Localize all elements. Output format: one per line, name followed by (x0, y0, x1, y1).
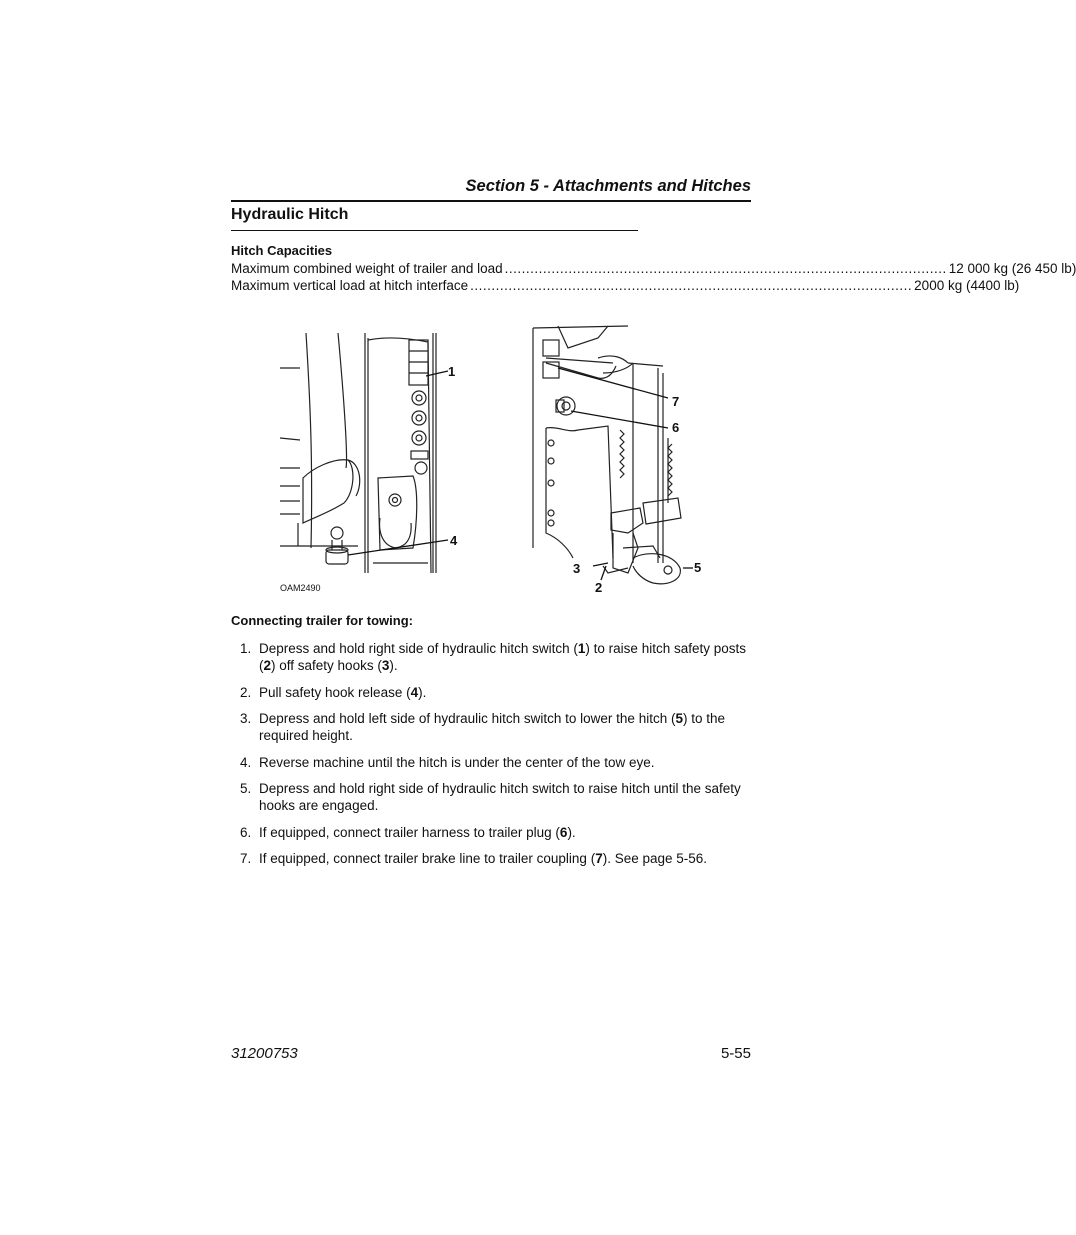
step-text: Depress and hold right side of hydraulic hitch switch to raise hitch until the safety hooks are engaged. (259, 781, 741, 813)
step-text: Reverse machine until the hitch is under the center of the tow eye. (259, 754, 655, 770)
callout-reference: 5 (675, 711, 683, 726)
step-item (231, 710, 751, 744)
figure-id: OAM2490 (280, 583, 321, 593)
step-text: ). (418, 684, 427, 700)
title-rule (231, 230, 638, 231)
capacity-label: Maximum combined weight of trailer and load (231, 261, 503, 276)
step-text: If equipped, connect trailer harness to trailer plug ( (259, 824, 560, 840)
step-number: 4. (240, 754, 252, 770)
step-text: ). (389, 658, 398, 673)
step-text: If equipped, connect trailer brake line to trailer coupling ( (259, 851, 596, 866)
callout-reference: 3 (381, 658, 390, 673)
section-header: Section 5 - Attachments and Hitches (465, 177, 751, 195)
step-text: ). (567, 824, 576, 840)
step-text: ). See page 5-56. (602, 851, 708, 866)
step-item (231, 754, 751, 771)
connecting-heading: Connecting trailer for towing: (231, 613, 413, 628)
capacity-label: Maximum vertical load at hitch interface (231, 278, 469, 293)
step-number: 2. (240, 684, 252, 700)
steps-list (231, 640, 751, 877)
step-item (231, 684, 751, 701)
step-text: Depress and hold right side of hydraulic hitch switch ( (259, 641, 578, 656)
step-text: Depress and hold left side of hydraulic hitch switch to lower the hitch ( (259, 711, 676, 726)
step-item (231, 850, 751, 867)
page-title: Hydraulic Hitch (231, 206, 349, 223)
callout-reference: 4 (410, 684, 419, 700)
callout-6: 6 (672, 420, 680, 435)
document-number: 31200753 (231, 1045, 298, 1062)
capacity-row (231, 277, 1020, 294)
callout-7: 7 (672, 394, 680, 409)
callout-3: 3 (573, 561, 581, 576)
hitch-illustration (268, 318, 718, 608)
callout-reference: 1 (577, 641, 586, 656)
callout-4: 4 (450, 533, 458, 548)
callout-1: 1 (448, 364, 456, 379)
step-text: ) off safety hooks ( (271, 658, 382, 673)
step-number: 7. (240, 851, 252, 866)
callout-2: 2 (595, 580, 603, 595)
callout-5: 5 (694, 560, 702, 575)
capacity-value: 12 000 kg (26 450 lb) (948, 261, 1076, 276)
step-item (231, 640, 751, 674)
page-number: 5-55 (720, 1045, 751, 1062)
step-number: 1. (240, 641, 252, 656)
callout-reference: 6 (559, 824, 568, 840)
step-text: Pull safety hook release ( (259, 684, 411, 700)
step-number: 3. (240, 711, 252, 726)
leader-dots: ........................................................................................................ (504, 261, 947, 276)
callout-reference: 2 (263, 658, 272, 673)
hitch-line-drawing (268, 318, 718, 608)
section-rule (231, 200, 751, 202)
step-item (231, 824, 751, 841)
capacity-value: 2000 kg (4400 lb) (914, 278, 1020, 293)
step-item (231, 780, 751, 814)
capacities-heading: Hitch Capacities (231, 243, 333, 258)
step-text: ) to the required height. (259, 711, 726, 743)
step-number: 5. (240, 781, 252, 796)
callout-reference: 7 (595, 851, 603, 866)
step-text: ) to raise hitch safety posts ( (259, 641, 746, 673)
capacity-row (231, 260, 1076, 277)
step-number: 6. (240, 824, 252, 840)
leader-dots: ........................................................................................................ (470, 278, 913, 293)
